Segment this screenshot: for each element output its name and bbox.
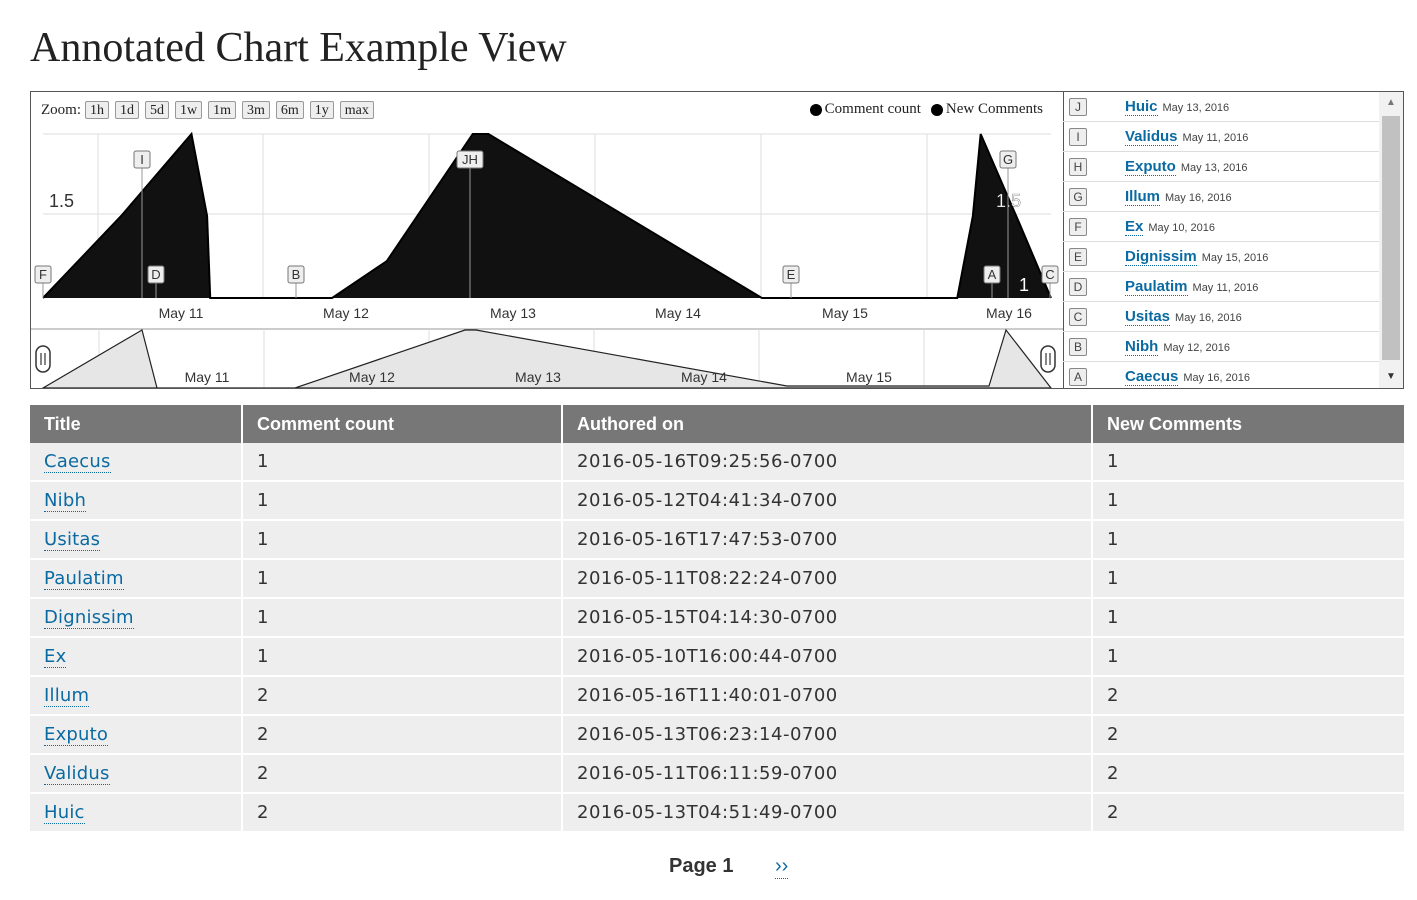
table-row — [30, 443, 1404, 481]
cell-new-comments: 1 — [1092, 481, 1404, 520]
annotation-text — [1125, 368, 1250, 386]
annotation-title-link[interactable]: Nibh — [1125, 338, 1159, 355]
navigator-right-handle[interactable] — [1041, 346, 1055, 372]
cell-comment-count: 2 — [242, 715, 562, 754]
annotation-title-link[interactable]: Dignissim — [1125, 248, 1197, 265]
annotation-title-link[interactable]: Illum — [1125, 188, 1161, 205]
pager-current-page: Page 1 — [669, 855, 734, 877]
annotation-date: May 12, 2016 — [1163, 342, 1230, 354]
annotated-chart — [30, 91, 1404, 389]
cell-authored-on: 2016-05-16T09:25:56-0700 — [562, 443, 1092, 481]
annotation-flag-label: F — [39, 267, 47, 282]
annotation-letter: H — [1069, 158, 1087, 176]
cell-comment-count: 1 — [242, 637, 562, 676]
annotation-letter: J — [1069, 98, 1087, 116]
annotation-letter: I — [1069, 128, 1087, 146]
cell-new-comments: 1 — [1092, 520, 1404, 559]
zoom-1d-button[interactable]: 1d — [115, 101, 139, 119]
legend-dot-icon — [931, 104, 943, 116]
annotation-text — [1125, 98, 1229, 116]
annotations-scrollbar[interactable] — [1379, 92, 1403, 388]
comments-table — [30, 405, 1404, 833]
cell-new-comments: 1 — [1092, 443, 1404, 481]
annotation-date: May 13, 2016 — [1180, 162, 1248, 174]
annotation-text — [1125, 248, 1268, 266]
zoom-5d-button[interactable]: 5d — [145, 101, 169, 119]
table-row — [30, 793, 1404, 832]
zoom-label: Zoom: — [41, 101, 81, 118]
annotation-text — [1125, 278, 1258, 296]
cell-new-comments: 2 — [1092, 793, 1404, 832]
cell-title — [30, 559, 242, 598]
table-row — [30, 520, 1404, 559]
cell-title — [30, 481, 242, 520]
navigator-label: May 12 — [349, 369, 395, 385]
cell-authored-on: 2016-05-15T04:14:30-0700 — [562, 598, 1092, 637]
legend-item-comment-count[interactable] — [810, 101, 921, 118]
x-tick-label: May 14 — [655, 305, 701, 321]
cell-authored-on: 2016-05-10T16:00:44-0700 — [562, 637, 1092, 676]
table-row — [30, 598, 1404, 637]
pager — [0, 855, 1417, 879]
annotation-flag-label: E — [786, 267, 796, 282]
y-tick-label: 1.5 — [49, 191, 75, 211]
title-link[interactable]: Exputo — [44, 724, 109, 745]
cell-authored-on: 2016-05-12T04:41:34-0700 — [562, 481, 1092, 520]
legend-dot-icon — [810, 104, 822, 116]
annotation-title-link[interactable]: Exputo — [1125, 158, 1176, 175]
annotation-flag-label: I — [140, 152, 144, 167]
zoom-1y-button[interactable]: 1y — [310, 101, 334, 119]
cell-new-comments: 2 — [1092, 754, 1404, 793]
page-title: Annotated Chart Example View — [30, 25, 567, 71]
annotation-letter: B — [1069, 338, 1087, 356]
cell-comment-count: 1 — [242, 481, 562, 520]
annotation-flag-label: A — [987, 267, 997, 282]
title-link[interactable]: Huic — [44, 802, 85, 823]
cell-title — [30, 637, 242, 676]
pager-next-link[interactable]: ›› — [775, 855, 789, 877]
legend-label: New Comments — [945, 101, 1043, 117]
cell-new-comments: 1 — [1092, 598, 1404, 637]
cell-title — [30, 715, 242, 754]
annotation-text — [1125, 158, 1248, 176]
annotation-text — [1125, 128, 1248, 146]
annotation-item[interactable] — [1063, 92, 1379, 122]
table-row — [30, 676, 1404, 715]
title-link[interactable]: Paulatim — [44, 568, 124, 589]
annotation-item[interactable] — [1063, 122, 1379, 152]
annotation-flag-label: G — [1002, 152, 1014, 167]
annotation-date: May 16, 2016 — [1175, 312, 1242, 324]
annotation-flag-label: B — [291, 267, 301, 282]
annotation-item[interactable] — [1063, 362, 1379, 388]
annotation-date: May 11, 2016 — [1182, 132, 1249, 144]
table-row — [30, 754, 1404, 793]
annotation-letter: F — [1069, 218, 1087, 236]
annotation-item[interactable] — [1063, 242, 1379, 272]
annotation-date: May 11, 2016 — [1192, 282, 1259, 294]
cell-authored-on: 2016-05-16T11:40:01-0700 — [562, 676, 1092, 715]
annotation-flag-label: C — [1045, 267, 1055, 282]
annotation-text — [1125, 308, 1242, 326]
annotation-letter: C — [1069, 308, 1087, 326]
title-link[interactable]: Dignissim — [44, 607, 134, 628]
cell-authored-on: 2016-05-13T04:51:49-0700 — [562, 793, 1092, 832]
annotation-date: May 10, 2016 — [1148, 222, 1216, 234]
annotation-letter: A — [1069, 368, 1087, 386]
chart-svg[interactable] — [31, 92, 1063, 388]
navigator-label: May 11 — [184, 369, 230, 385]
cell-comment-count: 2 — [242, 754, 562, 793]
chart-area[interactable] — [31, 92, 1064, 388]
cell-authored-on: 2016-05-16T17:47:53-0700 — [562, 520, 1092, 559]
x-tick-label: May 15 — [822, 305, 868, 321]
title-link[interactable]: Validus — [44, 763, 110, 784]
cell-title — [30, 793, 242, 832]
cell-authored-on: 2016-05-11T08:22:24-0700 — [562, 559, 1092, 598]
title-link[interactable]: Usitas — [44, 529, 101, 550]
cell-comment-count: 1 — [242, 559, 562, 598]
zoom-1w-button[interactable]: 1w — [175, 101, 202, 119]
annotation-flag-label: JH — [462, 152, 478, 167]
cell-authored-on: 2016-05-11T06:11:59-0700 — [562, 754, 1092, 793]
cell-new-comments: 2 — [1092, 676, 1404, 715]
cell-new-comments: 1 — [1092, 637, 1404, 676]
cell-comment-count: 1 — [242, 443, 562, 481]
annotation-date: May 15, 2016 — [1201, 252, 1269, 264]
column-header-new-comments[interactable]: New Comments — [1092, 405, 1404, 443]
table-row — [30, 637, 1404, 676]
title-link[interactable]: Illum — [44, 685, 90, 706]
annotation-text — [1125, 338, 1230, 356]
title-link[interactable]: Nibh — [44, 490, 87, 511]
y-tick-label: 1.5 — [995, 191, 1021, 211]
column-header-authored-on[interactable]: Authored on — [562, 405, 1092, 443]
x-tick-label: May 11 — [158, 305, 204, 321]
annotation-title-link[interactable]: Huic — [1125, 98, 1158, 115]
annotation-letter: E — [1069, 248, 1087, 266]
annotation-item[interactable] — [1063, 332, 1379, 362]
cell-new-comments: 1 — [1092, 559, 1404, 598]
cell-new-comments: 2 — [1092, 715, 1404, 754]
annotation-text — [1125, 218, 1215, 236]
annotation-date: May 16, 2016 — [1183, 372, 1251, 384]
table-row — [30, 715, 1404, 754]
navigator-label: May 15 — [846, 369, 892, 385]
cell-title — [30, 520, 242, 559]
annotation-item[interactable] — [1063, 272, 1379, 302]
annotation-title-link[interactable]: Ex — [1125, 218, 1144, 235]
annotation-title-link[interactable]: Caecus — [1125, 368, 1179, 385]
zoom-6m-button[interactable]: 6m — [276, 101, 304, 119]
annotation-date: May 16, 2016 — [1165, 192, 1232, 204]
y-tick-label: 1 — [1018, 275, 1029, 295]
cell-title — [30, 598, 242, 637]
cell-authored-on: 2016-05-13T06:23:14-0700 — [562, 715, 1092, 754]
annotation-item[interactable] — [1063, 152, 1379, 182]
legend-label: Comment count — [824, 101, 921, 117]
annotation-title-link[interactable]: Usitas — [1125, 308, 1171, 325]
scroll-down-icon[interactable]: ▼ — [1386, 371, 1396, 382]
zoom-1m-button[interactable]: 1m — [208, 101, 236, 119]
annotation-letter: D — [1069, 278, 1087, 296]
annotation-item[interactable] — [1063, 302, 1379, 332]
column-header-comment-count[interactable]: Comment count — [242, 405, 562, 443]
navigator-left-handle[interactable] — [36, 346, 50, 372]
zoom-bar — [41, 101, 380, 119]
legend-item-new-comments[interactable] — [931, 101, 1043, 118]
annotations-panel[interactable] — [1063, 92, 1403, 388]
cell-comment-count: 2 — [242, 676, 562, 715]
scroll-thumb[interactable] — [1382, 116, 1400, 360]
cell-title — [30, 676, 242, 715]
table-row — [30, 559, 1404, 598]
cell-comment-count: 1 — [242, 598, 562, 637]
annotation-item[interactable] — [1063, 212, 1379, 242]
zoom-3m-button[interactable]: 3m — [242, 101, 270, 119]
column-header-title[interactable]: Title — [30, 405, 242, 443]
navigator-label: May 13 — [515, 369, 561, 385]
annotation-date: May 13, 2016 — [1162, 102, 1230, 114]
scroll-up-icon[interactable]: ▲ — [1386, 97, 1396, 108]
annotation-title-link[interactable]: Paulatim — [1125, 278, 1188, 295]
annotation-text — [1125, 188, 1232, 206]
cell-comment-count: 2 — [242, 793, 562, 832]
annotation-item[interactable] — [1063, 182, 1379, 212]
cell-title — [30, 754, 242, 793]
zoom-1h-button[interactable]: 1h — [85, 101, 109, 119]
title-link[interactable]: Ex — [44, 646, 67, 667]
x-tick-label: May 12 — [323, 305, 369, 321]
x-tick-label: May 13 — [490, 305, 536, 321]
title-link[interactable]: Caecus — [44, 451, 111, 472]
table-row — [30, 481, 1404, 520]
annotation-letter: G — [1069, 188, 1087, 206]
cell-title — [30, 443, 242, 481]
annotation-flag-label: D — [151, 267, 161, 282]
chart-legend — [800, 101, 1043, 118]
series-area-comment-count — [43, 134, 1051, 298]
annotation-title-link[interactable]: Validus — [1125, 128, 1178, 145]
navigator-label: May 14 — [681, 369, 727, 385]
table-header-row — [30, 405, 1404, 443]
x-tick-label: May 16 — [986, 305, 1032, 321]
cell-comment-count: 1 — [242, 520, 562, 559]
zoom-max-button[interactable]: max — [340, 101, 374, 119]
